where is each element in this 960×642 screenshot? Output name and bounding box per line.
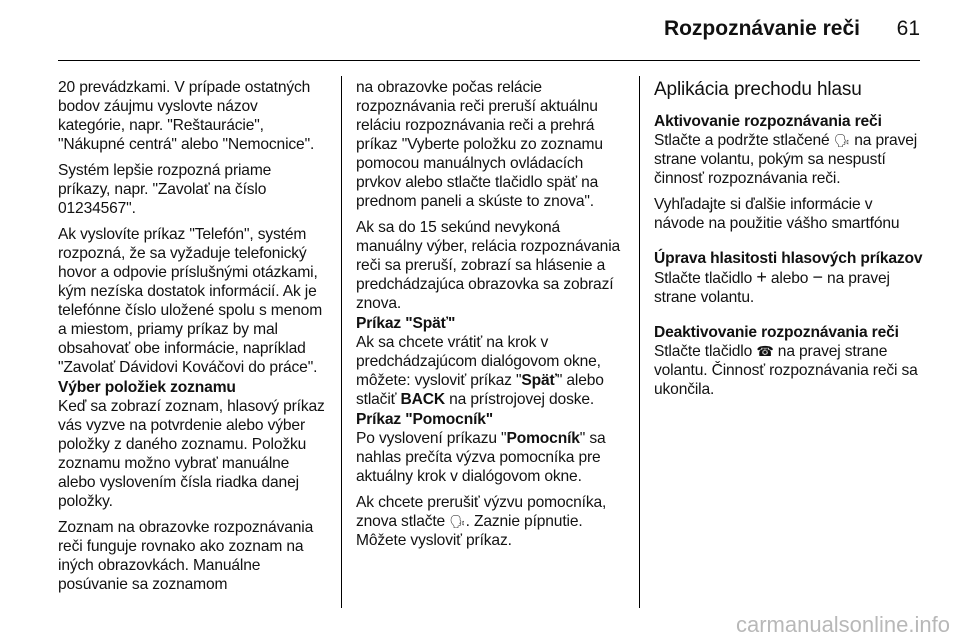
paragraph xyxy=(356,333,624,409)
text: . Zaznie pípnutie. Môžete vysloviť príkaz. xyxy=(356,513,583,549)
text: " sa nahlas prečíta výzva pomocníka pre aktuálny krok v dialógovom okne. xyxy=(356,430,606,485)
column-3 xyxy=(654,78,924,406)
text: " alebo stlačiť xyxy=(356,372,604,408)
section-heading: Úprava hlasitosti hlasových príkazov xyxy=(654,250,923,267)
section-heading: Aktivovanie rozpoznávania reči xyxy=(654,113,882,130)
section-heading: Príkaz "Pomocník" xyxy=(356,411,494,428)
watermark: carmanualsonline.info xyxy=(735,612,950,637)
paragraph: Vyhľadajte si ďalšie informácie v návode na použitie vášho smartfónu xyxy=(654,196,900,232)
text: na pravej strane volantu. xyxy=(654,270,890,306)
text: na prístrojovej doske. xyxy=(444,391,595,408)
page-title: Rozpoznávanie reči xyxy=(663,17,860,40)
paragraph xyxy=(356,493,624,550)
text: Ak sa chcete vrátiť na krok v predchádzajúcom dialógovom okne, môžete: vysloviť príkaz " xyxy=(356,334,601,389)
minus-icon: − xyxy=(812,267,823,287)
phone-hangup-icon: ☎ xyxy=(756,343,774,359)
section-title: Aplikácia prechodu hlasu xyxy=(654,79,862,100)
text: Po vyslovení príkazu " xyxy=(356,430,507,447)
column-divider xyxy=(341,76,342,608)
page-number: 61 xyxy=(896,17,920,40)
text: na pravej strane volantu, pokým sa nespustí činnosť rozpoznávania reči. xyxy=(654,132,918,187)
text: Stlačte tlačidlo xyxy=(654,343,757,360)
text: na pravej strane volantu. Činnosť rozpoznávania reči sa ukončila. xyxy=(654,343,918,398)
section-heading: Deaktivovanie rozpoznávania reči xyxy=(654,324,899,341)
section-heading: Príkaz "Späť" xyxy=(356,315,456,332)
header-rule xyxy=(58,60,920,61)
paragraph: Systém lepšie rozpozná priame príkazy, napr. "Zavolať na číslo 01234567". xyxy=(58,162,272,217)
paragraph: na obrazovke počas relácie rozpoznávania reči preruší aktuálnu reláciu rozpoznávania reči a prehrá príkaz "Vyberte položku zo zoznamu pomocou manuálnych ovládacích prvkov alebo stlačte tlačidlo späť na prednom paneli a skúste to znova". xyxy=(356,79,603,210)
column-1 xyxy=(58,78,326,601)
paragraph xyxy=(654,268,924,307)
paragraph: Keď sa zobrazí zoznam, hlasový príkaz vás vyzve na potvrdenie alebo výber položky z daného zoznamu. Položku zoznamu možno vybrať manuálne alebo vyslovením čísla riadka danej položky. xyxy=(58,398,325,510)
column-2 xyxy=(356,78,624,557)
emphasis: Pomocník xyxy=(506,430,580,447)
paragraph xyxy=(654,131,924,188)
text: Ak chcete prerušiť výzvu pomocníka, znova stlačte xyxy=(356,494,607,530)
plus-icon: + xyxy=(756,267,767,287)
paragraph xyxy=(654,342,924,399)
paragraph: Zoznam na obrazovke rozpoznávania reči funguje rovnako ako zoznam na iných obrazovkách. Manuálne posúvanie sa zoznamom xyxy=(58,519,314,593)
paragraph: Ak vyslovíte príkaz "Telefón", systém rozpozná, že sa vyžaduje telefonický hovor a odpovie príslušnými otázkami, kým nezíska dostatok informácií. Ak je telefónne číslo uložené spolu s menom a miestom, priamy príkaz by mal obsahovať obe informácie, napríklad "Zavolať Dávidovi Kováčovi do práce". xyxy=(58,226,323,376)
paragraph xyxy=(356,429,624,486)
section-heading: Výber položiek zoznamu xyxy=(58,379,236,396)
column-divider xyxy=(639,76,640,608)
voice-recognition-icon: 🗣 xyxy=(449,514,466,529)
voice-recognition-icon: 🗣 xyxy=(833,133,851,148)
text: Stlačte tlačidlo xyxy=(654,270,757,287)
emphasis: Späť xyxy=(521,372,557,389)
text: alebo xyxy=(766,270,813,287)
text: Stlačte a podržte stlačené xyxy=(654,132,834,149)
paragraph: Ak sa do 15 sekúnd nevykoná manuálny výber, relácia rozpoznávania reči sa preruší, zobrazí sa hlásenie a predchádzajúca obrazovka sa zobrazí znova. xyxy=(356,219,621,312)
emphasis: BACK xyxy=(400,391,445,408)
paragraph: 20 prevádzkami. V prípade ostatných bodov záujmu vyslovte názov kategórie, napr. "Reštaurácie", "Nákupné centrá" alebo "Nemocnice". xyxy=(58,79,315,153)
